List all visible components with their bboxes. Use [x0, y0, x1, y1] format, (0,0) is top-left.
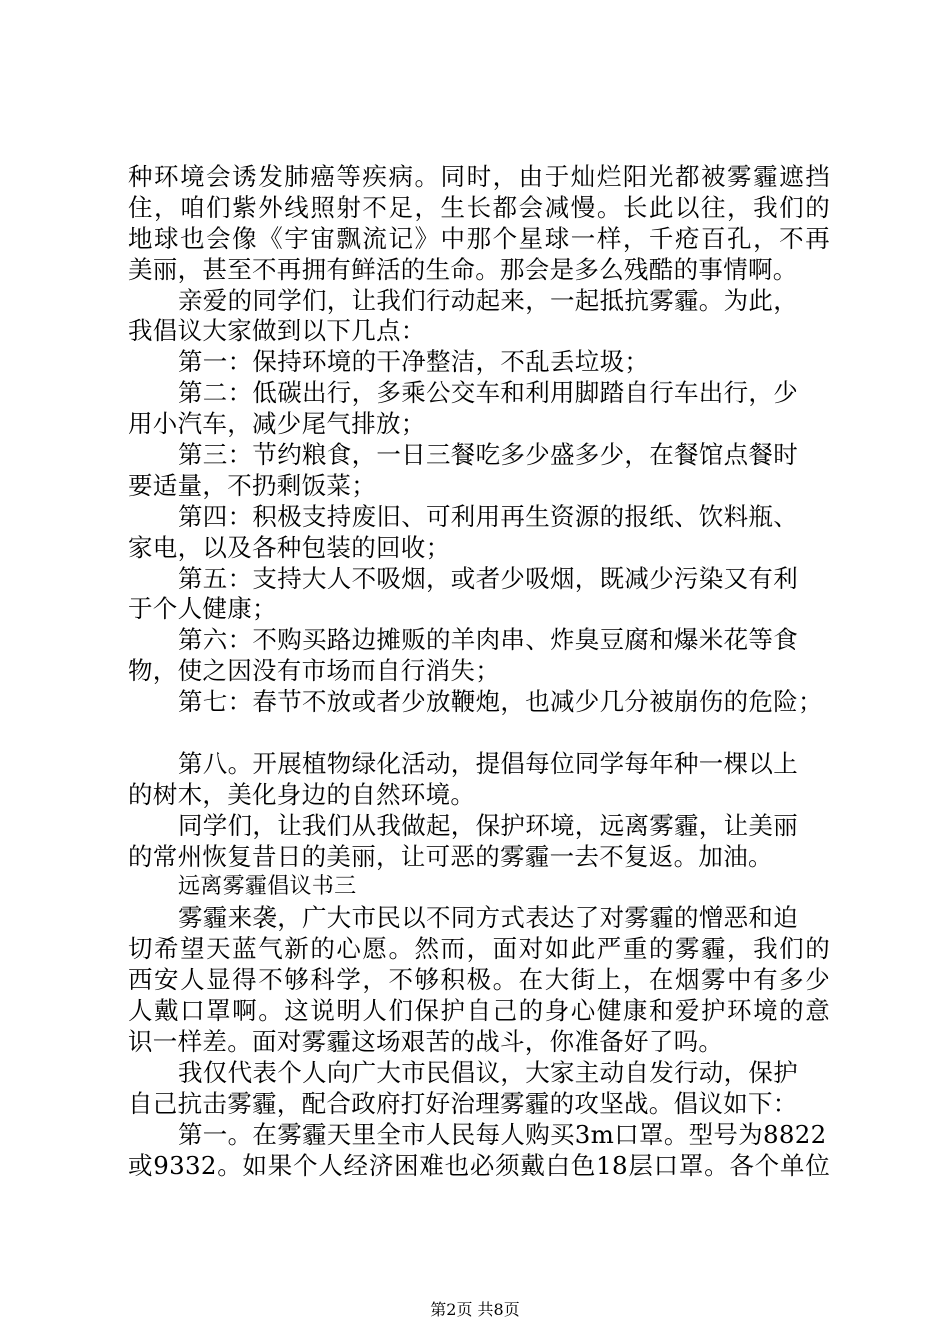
paragraph-proposal — [128, 1058, 830, 1120]
paragraph-appeal — [128, 286, 830, 348]
text-line: 家电，以及各种包装的回收； — [128, 532, 451, 562]
text-line: 第六：不购买路边摊贩的羊肉串、炸臭豆腐和爆米花等食 — [178, 625, 798, 655]
text-line: 亲爱的同学们，让我们行动起来，一起抵抗雾霾。为此， — [178, 285, 798, 315]
document-body — [128, 162, 830, 1181]
text-line: 自己抗击雾霾，配合政府打好治理雾霾的攻坚战。倡议如下： — [128, 1088, 798, 1118]
text-line: 物，使之因没有市场而自行消失； — [128, 656, 500, 686]
section-heading — [128, 872, 830, 903]
blank-line — [128, 718, 830, 749]
text-line: 第五：支持大人不吸烟，或者少吸烟，既减少污染又有利 — [178, 563, 798, 593]
text-line: 第三：节约粮食，一日三餐吃多少盛多少，在餐馆点餐时 — [178, 440, 798, 470]
proposal-item-mask — [128, 1120, 830, 1182]
text-line: 我仅代表个人向广大市民倡议，大家主动自发行动，保护 — [178, 1057, 798, 1087]
text-line: 第一。在雾霾天里全市人民每人购买3m口罩。型号为8822 — [178, 1119, 827, 1149]
proposal-item-1 — [128, 347, 830, 378]
text-line: 或9332。如果个人经济困难也必须戴白色18层口罩。各个单位 — [128, 1150, 830, 1180]
proposal-item-2 — [128, 378, 830, 440]
paragraph-intro — [128, 903, 830, 1057]
proposal-item-7 — [128, 687, 830, 749]
text-line: 雾霾来袭，广大市民以不同方式表达了对雾霾的憎恶和迫 — [178, 903, 798, 933]
proposal-item-8 — [128, 749, 830, 811]
text-line: 住，咱们紫外线照射不足，生长都会减慢。长此以往，我们的 — [128, 192, 830, 222]
text-line: 要适量，不扔剩饭菜； — [128, 470, 376, 500]
text-line: 第二：低碳出行，多乘公交车和利用脚踏自行车出行，少 — [178, 378, 798, 408]
section-title: 远离雾霾倡议书三 — [178, 874, 357, 900]
text-line: 的常州恢复昔日的美丽，让可恶的雾霾一去不复返。加油。 — [128, 841, 773, 871]
text-line: 美丽，甚至不再拥有鲜活的生命。那会是多么残酷的事情啊。 — [128, 254, 798, 284]
text-line: 地球也会像《宇宙飘流记》中那个星球一样，千疮百孔，不再 — [128, 223, 830, 253]
proposal-item-5 — [128, 564, 830, 626]
text-line: 第四：积极支持废旧、可利用再生资源的报纸、饮料瓶、 — [178, 501, 798, 531]
text-line: 第八。开展植物绿化活动，提倡每位同学每年种一棵以上 — [178, 748, 798, 778]
text-line: 用小汽车，减少尾气排放； — [128, 409, 426, 439]
text-line: 第一：保持环境的干净整洁，不乱丢垃圾； — [178, 347, 650, 377]
text-line: 于个人健康； — [128, 594, 277, 624]
text-line: 种环境会诱发肺癌等疾病。同时，由于灿烂阳光都被雾霾遮挡 — [128, 162, 830, 191]
paragraph-continuation — [128, 162, 830, 286]
text-line: 的树木，美化身边的自然环境。 — [128, 779, 476, 809]
proposal-item-4 — [128, 502, 830, 564]
page-number-footer: 第2页 共8页 — [430, 1300, 520, 1319]
text-line: 第七：春节不放或者少放鞭炮，也减少几分被崩伤的危险； — [178, 687, 823, 717]
text-line: 识一样差。面对雾霾这场艰苦的战斗，你准备好了吗。 — [128, 1026, 724, 1056]
text-line: 我倡议大家做到以下几点： — [128, 316, 426, 346]
text-line: 人戴口罩啊。这说明人们保护自己的身心健康和爱护环境的意 — [128, 996, 830, 1026]
paragraph-closing — [128, 811, 830, 873]
proposal-item-6 — [128, 625, 830, 687]
text-line: 同学们，让我们从我做起，保护环境，远离雾霾，让美丽 — [178, 810, 798, 840]
text-line: 切希望天蓝气新的心愿。然而，面对如此严重的雾霾，我们的 — [128, 934, 830, 964]
text-line: 西安人显得不够科学，不够积极。在大街上，在烟雾中有多少 — [128, 965, 830, 995]
proposal-item-3 — [128, 440, 830, 502]
